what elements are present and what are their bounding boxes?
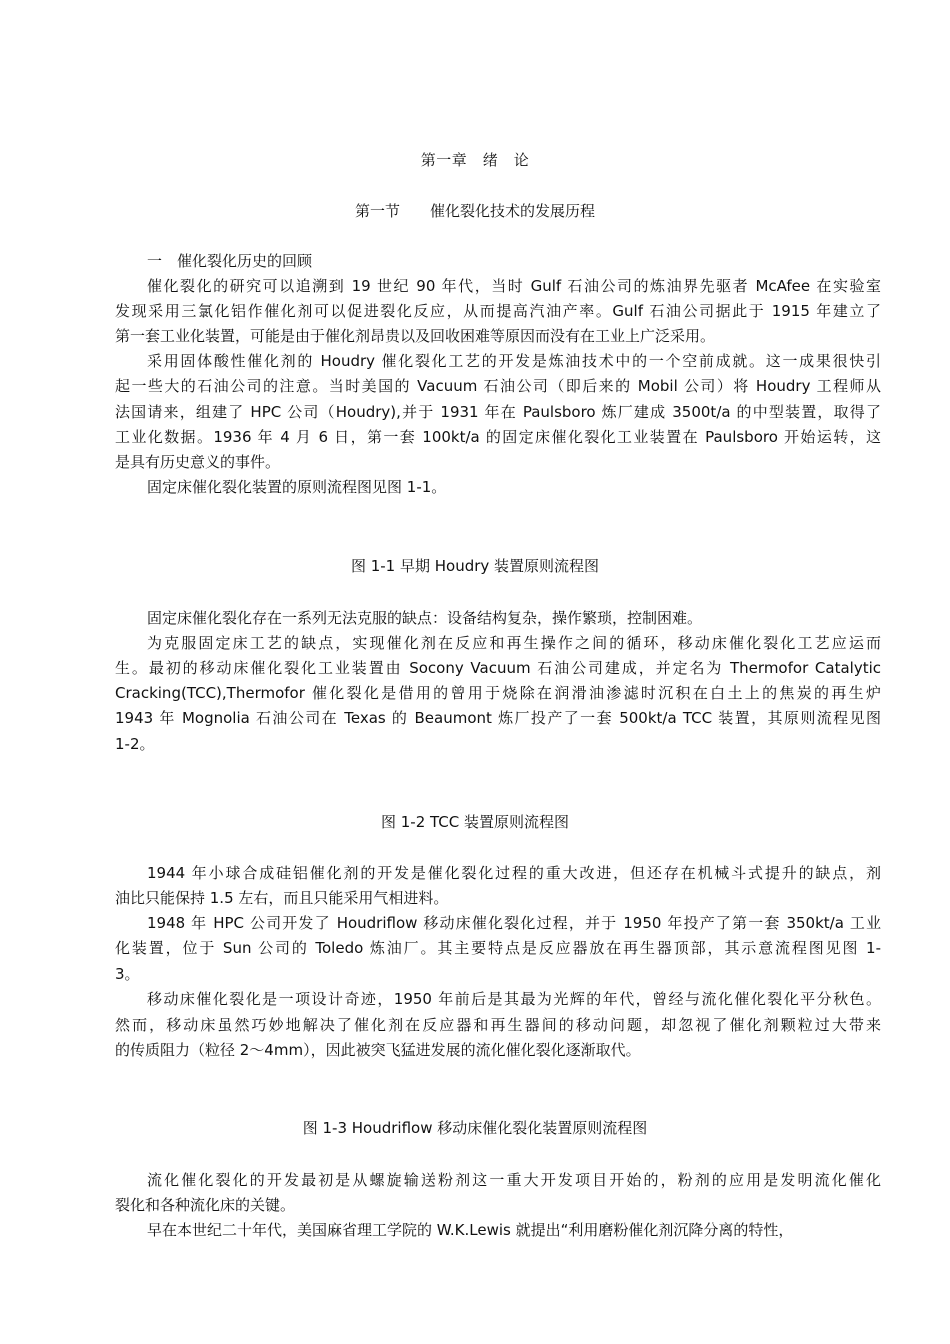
chapter-title: 第一章 绪 论 (420, 151, 530, 169)
figure-1-3-caption: 图 1-3 Houdriflow 移动床催化裂化装置原则流程图 (302, 1119, 648, 1137)
paragraph-2-line-5: 是具有历史意义的事件。 (115, 453, 281, 471)
paragraph-7-line-1: 1948 年 HPC 公司开发了 Houdriflow 移动床催化裂化过程，并于 1950 年投产了第一套 350kt/a 工业 (147, 914, 881, 932)
paragraph-4-line-1: 固定床催化裂化存在一系列无法克服的缺点：设备结构复杂，操作繁琐，控制困难。 (147, 609, 703, 627)
paragraph-7-line-2: 化装置，位于 Sun 公司的 Toledo 炼油厂。其主要特点是反应器放在再生器顶部，其示意流程图见图 1- (115, 939, 881, 957)
paragraph-5-line-3: Cracking(TCC),Thermofor 催化裂化是借用的曾用于烧除在润滑油渗滤时沉积在白土上的焦炭的再生炉 (115, 684, 881, 702)
paragraph-2-line-1: 采用固体酸性催化剂的 Houdry 催化裂化工艺的开发是炼油技术中的一个空前成就。这一成果很快引 (147, 352, 881, 370)
paragraph-2-line-3: 法国请来，组建了 HPC 公司（Houdry),并于 1931 年在 Paulsboro 炼厂建成 3500t/a 的中型装置，取得了 (115, 403, 881, 421)
paragraph-6-line-1: 1944 年小球合成硅铝催化剂的开发是催化裂化过程的重大改进，但还存在机械斗式提升的缺点，剂 (147, 864, 881, 882)
paragraph-5-line-1: 为克服固定床工艺的缺点，实现催化剂在反应和再生操作之间的循环，移动床催化裂化工艺应运而 (147, 634, 881, 652)
paragraph-8-line-2: 然而，移动床虽然巧妙地解决了催化剂在反应器和再生器间的移动问题，却忽视了催化剂颗粒过大带来 (115, 1016, 881, 1034)
paragraph-2-line-2: 起一些大的石油公司的注意。当时美国的 Vacuum 石油公司（即后来的 Mobil 公司）将 Houdry 工程师从 (115, 377, 881, 395)
section-title: 第一节 催化裂化技术的发展历程 (354, 202, 595, 220)
figure-1-2-caption: 图 1-2 TCC 装置原则流程图 (380, 813, 570, 831)
paragraph-3-line-1: 固定床催化裂化装置的原则流程图见图 1-1。 (147, 478, 447, 496)
paragraph-8-line-1: 移动床催化裂化是一项设计奇迹，1950 年前后是其最为光辉的年代，曾经与流化催化裂化平分秋色。 (147, 990, 881, 1008)
paragraph-5-line-4: 1943 年 Mognolia 石油公司在 Texas 的 Beaumont 炼厂投产了一套 500kt/a TCC 装置，其原则流程见图 (115, 709, 881, 727)
subsection-title: 一 催化裂化历史的回顾 (147, 252, 313, 270)
paragraph-7-line-3: 3。 (115, 965, 140, 983)
paragraph-1-line-3: 第一套工业化装置，可能是由于催化剂昂贵以及回收困难等原因而没有在工业上广泛采用。 (115, 327, 716, 345)
paragraph-10-line-1: 早在本世纪二十年代，美国麻省理工学院的 W.K.Lewis 就提出“利用磨粉催化剂沉降分离的特性， (147, 1221, 794, 1239)
figure-1-1-caption: 图 1-1 早期 Houdry 装置原则流程图 (350, 557, 600, 575)
paragraph-5-line-5: 1-2。 (115, 735, 155, 753)
paragraph-1-line-1: 催化裂化的研究可以追溯到 19 世纪 90 年代，当时 Gulf 石油公司的炼油界先驱者 McAfee 在实验室 (147, 277, 881, 295)
paragraph-9-line-1: 流化催化裂化的开发最初是从螺旋输送粉剂这一重大开发项目开始的，粉剂的应用是发明流化催化 (147, 1171, 881, 1189)
paragraph-6-line-2: 油比只能保持 1.5 左右，而且只能采用气相进料。 (115, 889, 449, 907)
paragraph-2-line-4: 工业化数据。1936 年 4 月 6 日，第一套 100kt/a 的固定床催化裂化工业装置在 Paulsboro 开始运转，这 (115, 428, 881, 446)
paragraph-9-line-2: 裂化和各种流化床的关键。 (115, 1196, 296, 1214)
paragraph-1-line-2: 发现采用三氯化铝作催化剂可以促进裂化反应，从而提高汽油产率。Gulf 石油公司据此于 1915 年建立了 (115, 302, 881, 320)
paragraph-5-line-2: 生。最初的移动床催化裂化工业装置由 Socony Vacuum 石油公司建成，并定名为 Thermofor Catalytic (115, 659, 881, 677)
paragraph-8-line-3: 的传质阻力（粒径 2～4mm），因此被突飞猛进发展的流化催化裂化逐渐取代。 (115, 1041, 641, 1059)
